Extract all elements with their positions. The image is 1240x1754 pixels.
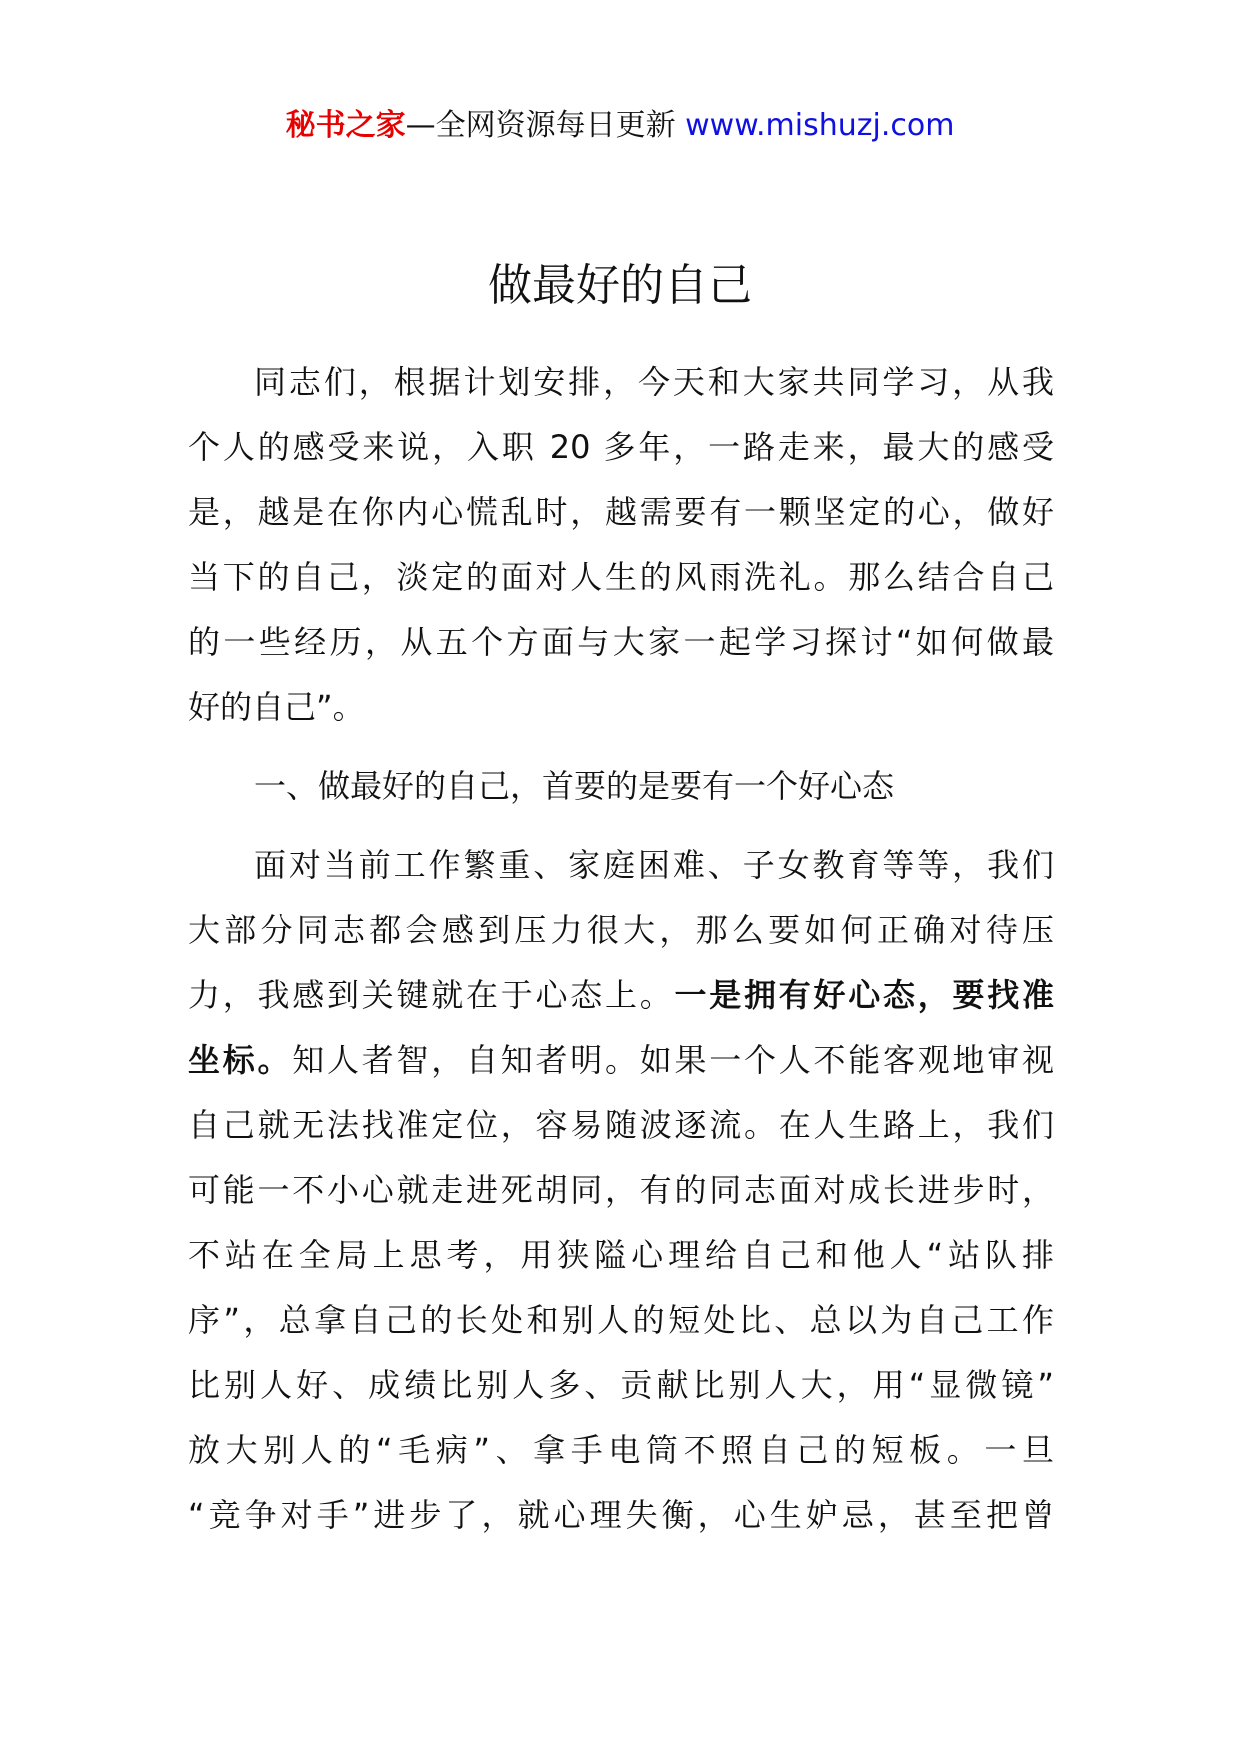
document-title: 做最好的自己	[488, 260, 752, 311]
paragraph-line: 自己就无法找准定位，容易随波逐流。在人生路上，我们	[188, 1106, 1054, 1144]
emphasis-text: 一是拥有好心态，要找准	[674, 976, 1054, 1014]
paragraph-line: 是，越是在你内心慌乱时，越需要有一颗坚定的心，做好	[188, 493, 1054, 531]
paragraph-line: 大部分同志都会感到压力很大，那么要如何正确对待压	[188, 911, 1054, 949]
paragraph-line: 同志们，根据计划安排，今天和大家共同学习，从我	[254, 363, 1054, 401]
paragraph-intro	[188, 350, 1054, 740]
paragraph-line: “竞争对手”进步了，就心理失衡，心生妒忌，甚至把曾	[188, 1496, 1054, 1534]
site-url-link[interactable]: www.mishuzj.com	[685, 108, 955, 143]
paragraph-line: 好的自己”。	[188, 688, 365, 726]
paragraph-text: 力，我感到关键就在于心态上。	[188, 976, 675, 1014]
paragraph-line: 个人的感受来说，入职 20 多年，一路走来，最大的感受	[188, 428, 1054, 466]
paragraph-line: 面对当前工作繁重、家庭困难、子女教育等等，我们	[254, 846, 1054, 884]
paragraph-line: 当下的自己，淡定的面对人生的风雨洗礼。那么结合自己	[188, 558, 1054, 596]
paragraph-line: 比别人好、成绩比别人多、贡献比别人大，用“显微镜”	[188, 1366, 1054, 1404]
paragraph-line	[188, 1028, 1054, 1093]
paragraph-line: 放大别人的“毛病”、拿手电筒不照自己的短板。一旦	[188, 1431, 1054, 1469]
paragraph-line: 可能一不小心就走进死胡同，有的同志面对成长进步时，	[188, 1171, 1054, 1209]
section-heading-text: 一、做最好的自己，首要的是要有一个好心态	[254, 767, 895, 805]
paragraph-mindset	[188, 833, 1054, 1548]
paragraph-line: 不站在全局上思考，用狭隘心理给自己和他人“站队排	[188, 1236, 1054, 1274]
paragraph-line	[188, 963, 1054, 1028]
paragraph-line: 序”，总拿自己的长处和别人的短处比、总以为自己工作	[188, 1301, 1054, 1339]
header-tagline: —全网资源每日更新	[405, 108, 686, 143]
paragraph-text: 知人者智，自知者明。如果一个人不能客观地审视	[292, 1041, 1054, 1079]
brand-name: 秘书之家	[285, 108, 406, 143]
section-heading	[188, 754, 1054, 819]
paragraph-line: 的一些经历，从五个方面与大家一起学习探讨“如何做最	[188, 623, 1054, 661]
site-header	[0, 104, 1240, 148]
emphasis-text: 坐标。	[188, 1041, 293, 1079]
